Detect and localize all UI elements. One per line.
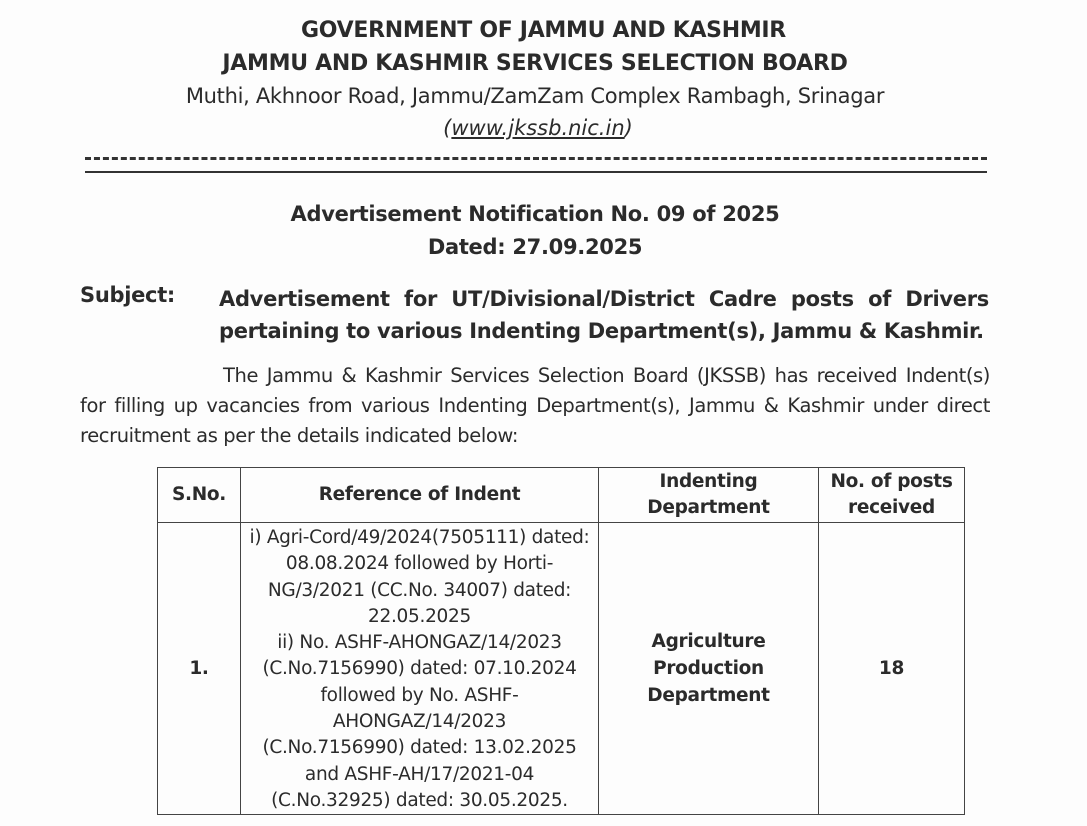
table-row [158, 523, 965, 815]
cell-reference: i) Agri-Cord/49/2024(7505111) dated: 08.08.2024 followed by Horti- NG/3/2021 (CC.No. 34007) dated: 22.05.2025 ii) No. ASHF-AHONGAZ/14/2023 (C.No.7156990) dated: 07.10.2024 followed by No. ASHF- AHONGAZ/14/2023 (C.No.7156990) dated: 13.02.2025 and ASHF-AH/17/2021-04 (C.No.32925) dated: 30.05.2025. [241, 523, 599, 815]
website-link[interactable]: www.jkssb.nic.in [451, 116, 625, 140]
subject-label: Subject: [80, 283, 176, 307]
header-department: Indenting Department [599, 468, 819, 523]
notification-title: Advertisement Notification No. 09 of 2025 [290, 202, 780, 226]
header-sno: S.No. [158, 468, 241, 523]
header-posts: No. of posts received [819, 468, 965, 523]
letterhead-address: Muthi, Akhnoor Road, Jammu/ZamZam Complex Rambagh, Srinagar [185, 84, 885, 108]
header-reference: Reference of Indent [241, 468, 599, 523]
notification-date: Dated: 27.09.2025 [427, 235, 643, 259]
letterhead-website: (www.jkssb.nic.in) [443, 116, 633, 140]
intro-paragraph: The Jammu & Kashmir Services Selection Board (JKSSB) has received Indent(s) for filling up vacancies from various Indenting Department(s), Jammu & Kashmir under direct recruitment as per the details indicated below: [80, 364, 990, 447]
cell-department: Agriculture Production Department [599, 523, 819, 815]
indent-table [157, 467, 965, 815]
subject-text: Advertisement for UT/Divisional/District Cadre posts of Drivers pertaining to various Indenting Department(s), Jammu & Kashmir. [219, 287, 989, 343]
letterhead-government-title: GOVERNMENT OF JAMMU AND KASHMIR [301, 18, 786, 43]
cell-sno: 1. [158, 523, 241, 815]
table-header-row [158, 468, 965, 523]
letterhead-board-title: JAMMU AND KASHMIR SERVICES SELECTION BOARD [222, 51, 848, 76]
solid-divider [85, 171, 987, 173]
dashed-divider [85, 157, 987, 160]
cell-posts: 18 [819, 523, 965, 815]
